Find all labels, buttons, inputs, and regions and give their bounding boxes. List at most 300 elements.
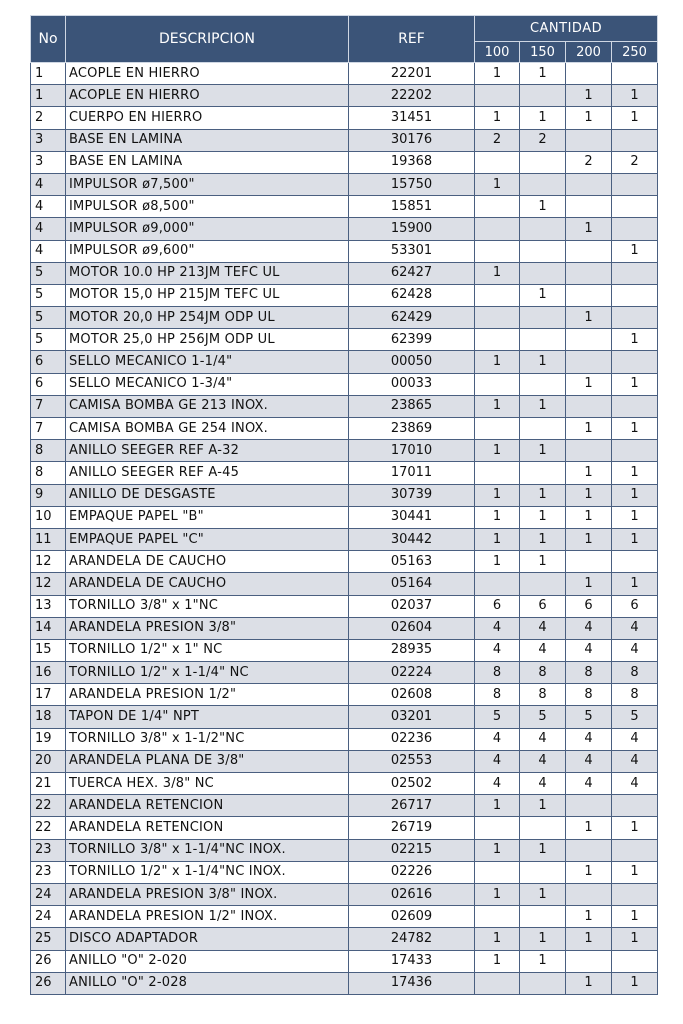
table-row bbox=[31, 551, 658, 573]
row-reference: 02553 bbox=[349, 750, 475, 772]
row-qty-250: 4 bbox=[612, 773, 658, 795]
row-number: 16 bbox=[31, 662, 66, 684]
row-description: CUERPO EN HIERRO bbox=[66, 107, 349, 129]
row-qty-250 bbox=[612, 173, 658, 195]
table-row bbox=[31, 151, 658, 173]
row-qty-250 bbox=[612, 950, 658, 972]
table-header bbox=[31, 16, 658, 63]
row-qty-200: 1 bbox=[566, 506, 612, 528]
row-qty-250: 4 bbox=[612, 728, 658, 750]
row-description: MOTOR 20,0 HP 254JM ODP UL bbox=[66, 307, 349, 329]
row-qty-150 bbox=[520, 85, 566, 107]
row-qty-200: 1 bbox=[566, 307, 612, 329]
row-description: IMPULSOR ø7,500" bbox=[66, 173, 349, 195]
row-qty-200 bbox=[566, 950, 612, 972]
row-qty-200 bbox=[566, 395, 612, 417]
row-reference: 62428 bbox=[349, 284, 475, 306]
row-description: BASE EN LAMINA bbox=[66, 129, 349, 151]
row-qty-250 bbox=[612, 63, 658, 85]
row-number: 8 bbox=[31, 462, 66, 484]
header-size-200: 200 bbox=[566, 42, 612, 63]
row-qty-250: 1 bbox=[612, 528, 658, 550]
row-qty-250: 5 bbox=[612, 706, 658, 728]
row-qty-100 bbox=[475, 218, 520, 240]
row-qty-150: 1 bbox=[520, 506, 566, 528]
row-qty-200: 8 bbox=[566, 662, 612, 684]
row-description: SELLO MECANICO 1-1/4" bbox=[66, 351, 349, 373]
row-qty-200 bbox=[566, 795, 612, 817]
row-description: ARANDELA PLANA DE 3/8" bbox=[66, 750, 349, 772]
row-description: ARANDELA DE CAUCHO bbox=[66, 551, 349, 573]
table-row bbox=[31, 950, 658, 972]
row-reference: 30441 bbox=[349, 506, 475, 528]
row-number: 2 bbox=[31, 107, 66, 129]
table-row bbox=[31, 484, 658, 506]
row-qty-250 bbox=[612, 839, 658, 861]
row-description: EMPAQUE PAPEL "C" bbox=[66, 528, 349, 550]
table-row bbox=[31, 928, 658, 950]
row-description: MOTOR 25,0 HP 256JM ODP UL bbox=[66, 329, 349, 351]
table-row bbox=[31, 728, 658, 750]
row-number: 23 bbox=[31, 861, 66, 883]
row-qty-250: 8 bbox=[612, 684, 658, 706]
row-qty-150: 4 bbox=[520, 639, 566, 661]
row-reference: 17010 bbox=[349, 440, 475, 462]
row-reference: 15900 bbox=[349, 218, 475, 240]
row-number: 12 bbox=[31, 573, 66, 595]
row-reference: 53301 bbox=[349, 240, 475, 262]
row-qty-150 bbox=[520, 262, 566, 284]
table-row bbox=[31, 462, 658, 484]
table-row bbox=[31, 262, 658, 284]
row-number: 6 bbox=[31, 373, 66, 395]
row-qty-150: 1 bbox=[520, 484, 566, 506]
header-size-250: 250 bbox=[612, 42, 658, 63]
row-qty-250: 2 bbox=[612, 151, 658, 173]
row-number: 22 bbox=[31, 817, 66, 839]
row-description: ANILLO SEEGER REF A-45 bbox=[66, 462, 349, 484]
row-qty-150: 1 bbox=[520, 950, 566, 972]
table-row bbox=[31, 795, 658, 817]
row-number: 25 bbox=[31, 928, 66, 950]
row-number: 14 bbox=[31, 617, 66, 639]
row-reference: 62399 bbox=[349, 329, 475, 351]
row-reference: 02616 bbox=[349, 883, 475, 905]
row-description: ARANDELA PRESION 3/8" bbox=[66, 617, 349, 639]
row-qty-100: 1 bbox=[475, 551, 520, 573]
table-row bbox=[31, 706, 658, 728]
row-qty-100: 1 bbox=[475, 795, 520, 817]
row-description: ACOPLE EN HIERRO bbox=[66, 85, 349, 107]
row-qty-250 bbox=[612, 795, 658, 817]
row-description: ARANDELA DE CAUCHO bbox=[66, 573, 349, 595]
row-qty-200: 1 bbox=[566, 418, 612, 440]
row-reference: 02224 bbox=[349, 662, 475, 684]
row-qty-100 bbox=[475, 307, 520, 329]
row-qty-150: 1 bbox=[520, 795, 566, 817]
table-row bbox=[31, 861, 658, 883]
row-qty-150: 1 bbox=[520, 63, 566, 85]
row-qty-200: 2 bbox=[566, 151, 612, 173]
row-description: SELLO MECANICO 1-3/4" bbox=[66, 373, 349, 395]
row-qty-200: 1 bbox=[566, 373, 612, 395]
row-qty-250 bbox=[612, 262, 658, 284]
row-qty-150: 1 bbox=[520, 395, 566, 417]
row-qty-150: 1 bbox=[520, 839, 566, 861]
table-row bbox=[31, 528, 658, 550]
table-row bbox=[31, 773, 658, 795]
table-row bbox=[31, 173, 658, 195]
row-qty-250 bbox=[612, 196, 658, 218]
row-number: 5 bbox=[31, 307, 66, 329]
row-reference: 02226 bbox=[349, 861, 475, 883]
row-qty-150: 1 bbox=[520, 551, 566, 573]
table-row bbox=[31, 284, 658, 306]
row-reference: 62429 bbox=[349, 307, 475, 329]
row-description: ANILLO "O" 2-020 bbox=[66, 950, 349, 972]
row-reference: 17011 bbox=[349, 462, 475, 484]
row-qty-250 bbox=[612, 551, 658, 573]
row-reference: 17433 bbox=[349, 950, 475, 972]
row-qty-200: 1 bbox=[566, 528, 612, 550]
row-qty-100 bbox=[475, 573, 520, 595]
row-qty-200: 1 bbox=[566, 462, 612, 484]
row-qty-100 bbox=[475, 418, 520, 440]
row-qty-200: 1 bbox=[566, 85, 612, 107]
row-qty-100 bbox=[475, 972, 520, 994]
row-qty-100: 2 bbox=[475, 129, 520, 151]
row-qty-100: 1 bbox=[475, 839, 520, 861]
header-descripcion: DESCRIPCION bbox=[66, 16, 349, 63]
row-qty-200 bbox=[566, 262, 612, 284]
row-qty-250 bbox=[612, 883, 658, 905]
row-qty-150: 5 bbox=[520, 706, 566, 728]
row-description: TORNILLO 3/8" x 1"NC bbox=[66, 595, 349, 617]
row-qty-100 bbox=[475, 196, 520, 218]
table-row bbox=[31, 107, 658, 129]
table-row bbox=[31, 972, 658, 994]
row-reference: 05164 bbox=[349, 573, 475, 595]
row-number: 4 bbox=[31, 173, 66, 195]
row-qty-150 bbox=[520, 240, 566, 262]
row-qty-250: 1 bbox=[612, 972, 658, 994]
row-qty-100: 1 bbox=[475, 351, 520, 373]
row-qty-150 bbox=[520, 972, 566, 994]
row-qty-100: 4 bbox=[475, 728, 520, 750]
table-row bbox=[31, 883, 658, 905]
row-number: 15 bbox=[31, 639, 66, 661]
row-qty-200: 1 bbox=[566, 218, 612, 240]
row-qty-100 bbox=[475, 329, 520, 351]
row-reference: 24782 bbox=[349, 928, 475, 950]
parts-table bbox=[30, 15, 658, 995]
row-qty-150 bbox=[520, 307, 566, 329]
row-reference: 30176 bbox=[349, 129, 475, 151]
row-qty-150: 1 bbox=[520, 928, 566, 950]
row-qty-150: 2 bbox=[520, 129, 566, 151]
row-qty-150: 6 bbox=[520, 595, 566, 617]
row-qty-150: 4 bbox=[520, 617, 566, 639]
row-qty-200: 4 bbox=[566, 773, 612, 795]
row-number: 19 bbox=[31, 728, 66, 750]
row-qty-150: 1 bbox=[520, 196, 566, 218]
row-number: 7 bbox=[31, 418, 66, 440]
row-qty-200: 4 bbox=[566, 639, 612, 661]
row-qty-100: 4 bbox=[475, 750, 520, 772]
row-qty-200: 8 bbox=[566, 684, 612, 706]
row-reference: 02215 bbox=[349, 839, 475, 861]
row-qty-200 bbox=[566, 440, 612, 462]
row-qty-200: 1 bbox=[566, 107, 612, 129]
table-row bbox=[31, 906, 658, 928]
row-reference: 02037 bbox=[349, 595, 475, 617]
row-qty-250: 1 bbox=[612, 573, 658, 595]
row-qty-250 bbox=[612, 440, 658, 462]
row-qty-150: 8 bbox=[520, 662, 566, 684]
row-qty-100: 1 bbox=[475, 928, 520, 950]
row-qty-100: 1 bbox=[475, 395, 520, 417]
table-row bbox=[31, 440, 658, 462]
row-number: 5 bbox=[31, 284, 66, 306]
row-qty-200 bbox=[566, 129, 612, 151]
row-description: TORNILLO 3/8" x 1-1/4"NC INOX. bbox=[66, 839, 349, 861]
row-qty-200 bbox=[566, 240, 612, 262]
row-qty-250: 4 bbox=[612, 750, 658, 772]
row-qty-250: 1 bbox=[612, 506, 658, 528]
table-row bbox=[31, 684, 658, 706]
row-description: IMPULSOR ø9,600" bbox=[66, 240, 349, 262]
row-qty-150: 4 bbox=[520, 750, 566, 772]
row-qty-100: 4 bbox=[475, 773, 520, 795]
row-qty-150 bbox=[520, 329, 566, 351]
row-description: TORNILLO 1/2" x 1-1/4"NC INOX. bbox=[66, 861, 349, 883]
row-qty-100: 1 bbox=[475, 262, 520, 284]
row-qty-150 bbox=[520, 906, 566, 928]
table-row bbox=[31, 240, 658, 262]
row-qty-150: 4 bbox=[520, 728, 566, 750]
row-number: 18 bbox=[31, 706, 66, 728]
row-qty-150 bbox=[520, 218, 566, 240]
row-qty-200 bbox=[566, 284, 612, 306]
row-qty-100: 4 bbox=[475, 639, 520, 661]
row-number: 21 bbox=[31, 773, 66, 795]
row-qty-150: 1 bbox=[520, 351, 566, 373]
row-number: 17 bbox=[31, 684, 66, 706]
row-number: 23 bbox=[31, 839, 66, 861]
header-size-100: 100 bbox=[475, 42, 520, 63]
table-row bbox=[31, 573, 658, 595]
header-no: No bbox=[31, 16, 66, 63]
row-qty-250 bbox=[612, 351, 658, 373]
row-reference: 00050 bbox=[349, 351, 475, 373]
row-qty-200: 6 bbox=[566, 595, 612, 617]
row-reference: 30442 bbox=[349, 528, 475, 550]
row-description: MOTOR 15,0 HP 215JM TEFC UL bbox=[66, 284, 349, 306]
row-reference: 15851 bbox=[349, 196, 475, 218]
row-qty-200: 4 bbox=[566, 728, 612, 750]
row-qty-200 bbox=[566, 839, 612, 861]
row-number: 4 bbox=[31, 218, 66, 240]
row-reference: 26719 bbox=[349, 817, 475, 839]
row-qty-200: 1 bbox=[566, 817, 612, 839]
row-description: BASE EN LAMINA bbox=[66, 151, 349, 173]
row-qty-200 bbox=[566, 329, 612, 351]
row-reference: 02604 bbox=[349, 617, 475, 639]
row-qty-200 bbox=[566, 196, 612, 218]
row-qty-100: 1 bbox=[475, 506, 520, 528]
row-reference: 02609 bbox=[349, 906, 475, 928]
row-qty-150 bbox=[520, 861, 566, 883]
row-number: 20 bbox=[31, 750, 66, 772]
row-reference: 28935 bbox=[349, 639, 475, 661]
row-number: 10 bbox=[31, 506, 66, 528]
row-reference: 02236 bbox=[349, 728, 475, 750]
row-qty-100 bbox=[475, 861, 520, 883]
table-row bbox=[31, 63, 658, 85]
row-number: 13 bbox=[31, 595, 66, 617]
row-qty-250: 4 bbox=[612, 639, 658, 661]
row-description: IMPULSOR ø8,500" bbox=[66, 196, 349, 218]
row-description: ARANDELA RETENCION bbox=[66, 795, 349, 817]
row-description: EMPAQUE PAPEL "B" bbox=[66, 506, 349, 528]
row-qty-100 bbox=[475, 284, 520, 306]
row-qty-150: 4 bbox=[520, 773, 566, 795]
row-qty-250: 1 bbox=[612, 928, 658, 950]
row-number: 24 bbox=[31, 883, 66, 905]
row-reference: 23869 bbox=[349, 418, 475, 440]
table-body bbox=[31, 63, 658, 995]
row-qty-200: 1 bbox=[566, 484, 612, 506]
row-number: 3 bbox=[31, 151, 66, 173]
row-description: CAMISA BOMBA GE 213 INOX. bbox=[66, 395, 349, 417]
row-reference: 22202 bbox=[349, 85, 475, 107]
row-qty-150 bbox=[520, 573, 566, 595]
table-row bbox=[31, 839, 658, 861]
row-reference: 02502 bbox=[349, 773, 475, 795]
row-qty-100: 1 bbox=[475, 883, 520, 905]
table-row bbox=[31, 129, 658, 151]
row-qty-250: 8 bbox=[612, 662, 658, 684]
row-qty-200 bbox=[566, 551, 612, 573]
row-qty-250 bbox=[612, 218, 658, 240]
row-qty-250: 1 bbox=[612, 817, 658, 839]
row-qty-200: 4 bbox=[566, 750, 612, 772]
row-qty-150 bbox=[520, 151, 566, 173]
row-number: 7 bbox=[31, 395, 66, 417]
row-qty-100: 1 bbox=[475, 173, 520, 195]
row-qty-250 bbox=[612, 129, 658, 151]
table-row bbox=[31, 662, 658, 684]
row-qty-150: 1 bbox=[520, 284, 566, 306]
row-number: 8 bbox=[31, 440, 66, 462]
row-qty-150: 1 bbox=[520, 440, 566, 462]
row-description: DISCO ADAPTADOR bbox=[66, 928, 349, 950]
row-qty-150: 1 bbox=[520, 107, 566, 129]
row-qty-250: 1 bbox=[612, 418, 658, 440]
row-qty-250: 1 bbox=[612, 329, 658, 351]
row-reference: 30739 bbox=[349, 484, 475, 506]
table-row bbox=[31, 595, 658, 617]
row-qty-250: 1 bbox=[612, 462, 658, 484]
row-qty-250 bbox=[612, 284, 658, 306]
row-qty-250: 1 bbox=[612, 85, 658, 107]
row-description: TORNILLO 1/2" x 1" NC bbox=[66, 639, 349, 661]
row-qty-200 bbox=[566, 63, 612, 85]
row-qty-100: 4 bbox=[475, 617, 520, 639]
row-reference: 22201 bbox=[349, 63, 475, 85]
row-qty-200: 1 bbox=[566, 928, 612, 950]
table-row bbox=[31, 617, 658, 639]
row-qty-250 bbox=[612, 307, 658, 329]
row-qty-250: 1 bbox=[612, 861, 658, 883]
table-row bbox=[31, 750, 658, 772]
row-reference: 31451 bbox=[349, 107, 475, 129]
row-qty-250: 1 bbox=[612, 240, 658, 262]
row-qty-250: 1 bbox=[612, 906, 658, 928]
row-number: 12 bbox=[31, 551, 66, 573]
row-qty-200: 1 bbox=[566, 861, 612, 883]
row-qty-100: 8 bbox=[475, 662, 520, 684]
row-number: 3 bbox=[31, 129, 66, 151]
table-row bbox=[31, 329, 658, 351]
row-number: 4 bbox=[31, 240, 66, 262]
table-row bbox=[31, 373, 658, 395]
row-qty-100: 1 bbox=[475, 107, 520, 129]
row-qty-200 bbox=[566, 351, 612, 373]
row-qty-100: 1 bbox=[475, 63, 520, 85]
table-row bbox=[31, 395, 658, 417]
row-qty-100: 6 bbox=[475, 595, 520, 617]
row-number: 5 bbox=[31, 329, 66, 351]
row-qty-100: 8 bbox=[475, 684, 520, 706]
row-qty-100 bbox=[475, 151, 520, 173]
row-qty-150: 1 bbox=[520, 528, 566, 550]
row-qty-150: 8 bbox=[520, 684, 566, 706]
row-qty-200 bbox=[566, 173, 612, 195]
row-qty-250: 6 bbox=[612, 595, 658, 617]
row-qty-150 bbox=[520, 173, 566, 195]
table-row bbox=[31, 418, 658, 440]
row-reference: 15750 bbox=[349, 173, 475, 195]
row-qty-150 bbox=[520, 817, 566, 839]
row-description: ACOPLE EN HIERRO bbox=[66, 63, 349, 85]
row-description: ANILLO DE DESGASTE bbox=[66, 484, 349, 506]
row-qty-200 bbox=[566, 883, 612, 905]
row-number: 24 bbox=[31, 906, 66, 928]
row-number: 1 bbox=[31, 85, 66, 107]
row-qty-150: 1 bbox=[520, 883, 566, 905]
table-row bbox=[31, 639, 658, 661]
row-qty-250: 1 bbox=[612, 373, 658, 395]
row-qty-250: 1 bbox=[612, 484, 658, 506]
row-description: TORNILLO 3/8" x 1-1/2"NC bbox=[66, 728, 349, 750]
row-reference: 03201 bbox=[349, 706, 475, 728]
row-description: ARANDELA RETENCION bbox=[66, 817, 349, 839]
row-reference: 00033 bbox=[349, 373, 475, 395]
row-description: MOTOR 10.0 HP 213JM TEFC UL bbox=[66, 262, 349, 284]
header-cantidad: CANTIDAD bbox=[475, 16, 658, 42]
header-ref: REF bbox=[349, 16, 475, 63]
table-row bbox=[31, 351, 658, 373]
row-description: IMPULSOR ø9,000" bbox=[66, 218, 349, 240]
row-number: 11 bbox=[31, 528, 66, 550]
table-row bbox=[31, 218, 658, 240]
row-number: 9 bbox=[31, 484, 66, 506]
row-reference: 02608 bbox=[349, 684, 475, 706]
row-number: 1 bbox=[31, 63, 66, 85]
row-qty-100 bbox=[475, 240, 520, 262]
row-qty-200: 5 bbox=[566, 706, 612, 728]
